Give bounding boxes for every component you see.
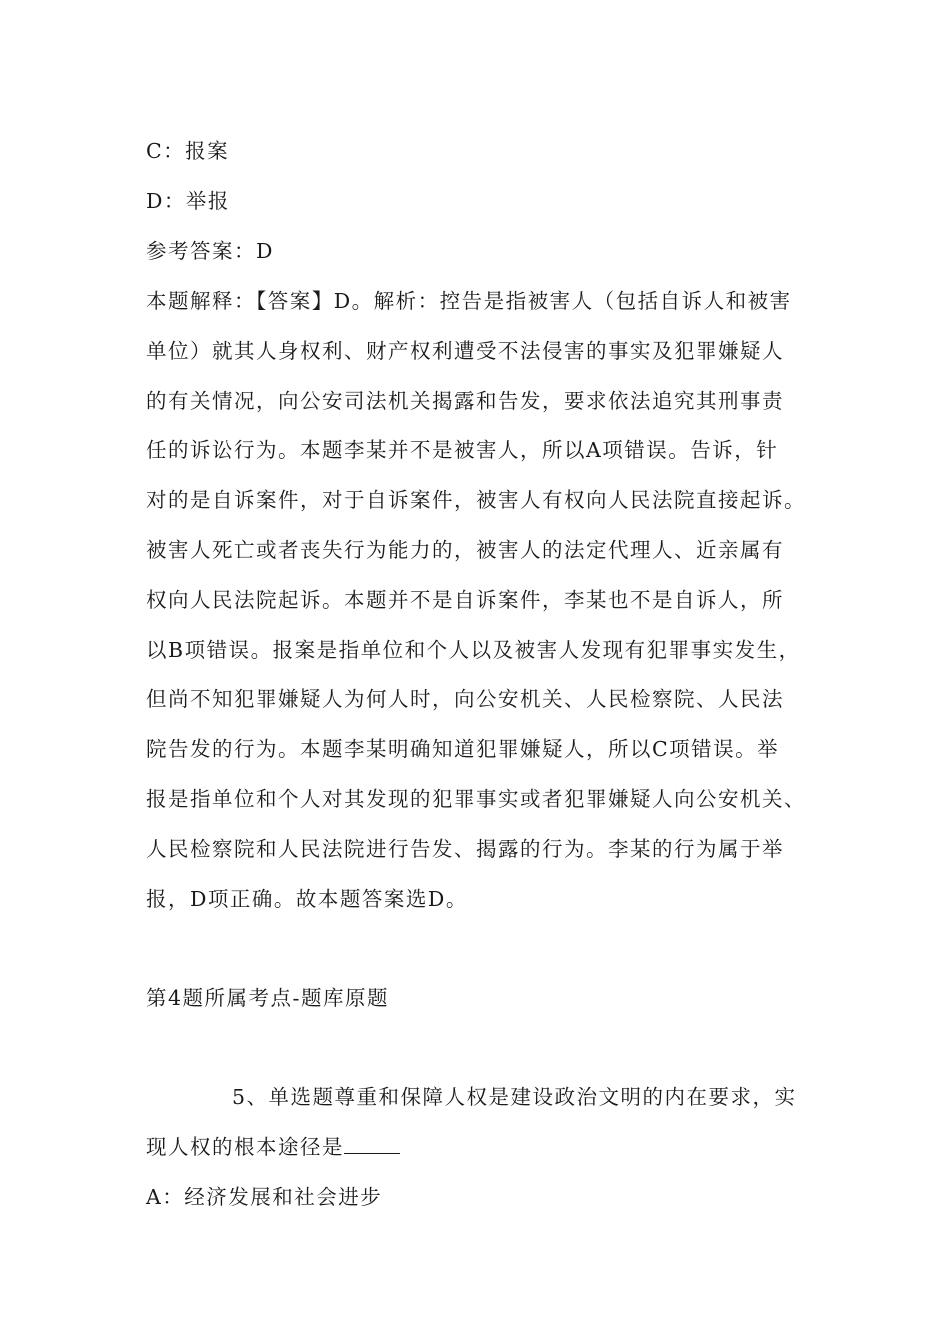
answer-explanation <box>146 287 830 934</box>
explanation-line: 被害人死亡或者丧失行为能力的，被害人的法定代理人、近亲属有 <box>146 537 784 562</box>
explanation-line: 院告发的行为。本题李某明确知道犯罪嫌疑人，所以C项错误。举 <box>146 737 780 762</box>
explanation-line: 以B项错误。报案是指单位和个人以及被害人发现有犯罪事实发生， <box>146 637 801 662</box>
question-stem-line <box>146 1133 830 1183</box>
explanation-line: 人民检察院和人民法院进行告发、揭露的行为。李某的行为属于举 <box>146 836 784 861</box>
explanation-line: 的有关情况，向公安司法机关揭露和告发，要求依法追究其刑事责 <box>146 388 784 413</box>
explanation-line: 但尚不知犯罪嫌疑人为何人时，向公安机关、人民检察院、人民法 <box>146 687 784 712</box>
question-5 <box>146 1083 830 1233</box>
explanation-line: 本题解释：【答案】D。解析：控告是指被害人（包括自诉人和被害 <box>146 289 792 313</box>
explanation-line: 权向人民法院起诉。本题并不是自诉案件，李某也不是自诉人，所 <box>146 587 784 612</box>
reference-answer: 参考答案：D <box>146 239 274 263</box>
explanation-line: 单位）就其人身权利、财产权利遭受不法侵害的事实及犯罪嫌疑人 <box>146 338 784 363</box>
explanation-line: 任的诉讼行为。本题李某并不是被害人，所以A项错误。告诉，针 <box>146 438 779 463</box>
explanation-line: 报是指单位和个人对其发现的犯罪事实或者犯罪嫌疑人向公安机关、 <box>146 786 806 811</box>
answer-blank <box>344 1133 400 1154</box>
option-c: C：报案 <box>146 139 230 163</box>
question-stem-line: 5、单选题尊重和保障人权是建设政治文明的内在要求，实 <box>232 1085 797 1109</box>
explanation-line: 对的是自诉案件，对于自诉案件，被害人有权向人民法院直接起诉。 <box>146 488 806 513</box>
question-stem-text: 现人权的根本途径是 <box>146 1135 344 1159</box>
option-a: A：经济发展和社会进步 <box>146 1185 383 1209</box>
topic-label: 第4题所属考点-题库原题 <box>146 986 389 1010</box>
option-d: D：举报 <box>146 189 230 213</box>
explanation-line: 报，D项正确。故本题答案选D。 <box>146 886 468 911</box>
